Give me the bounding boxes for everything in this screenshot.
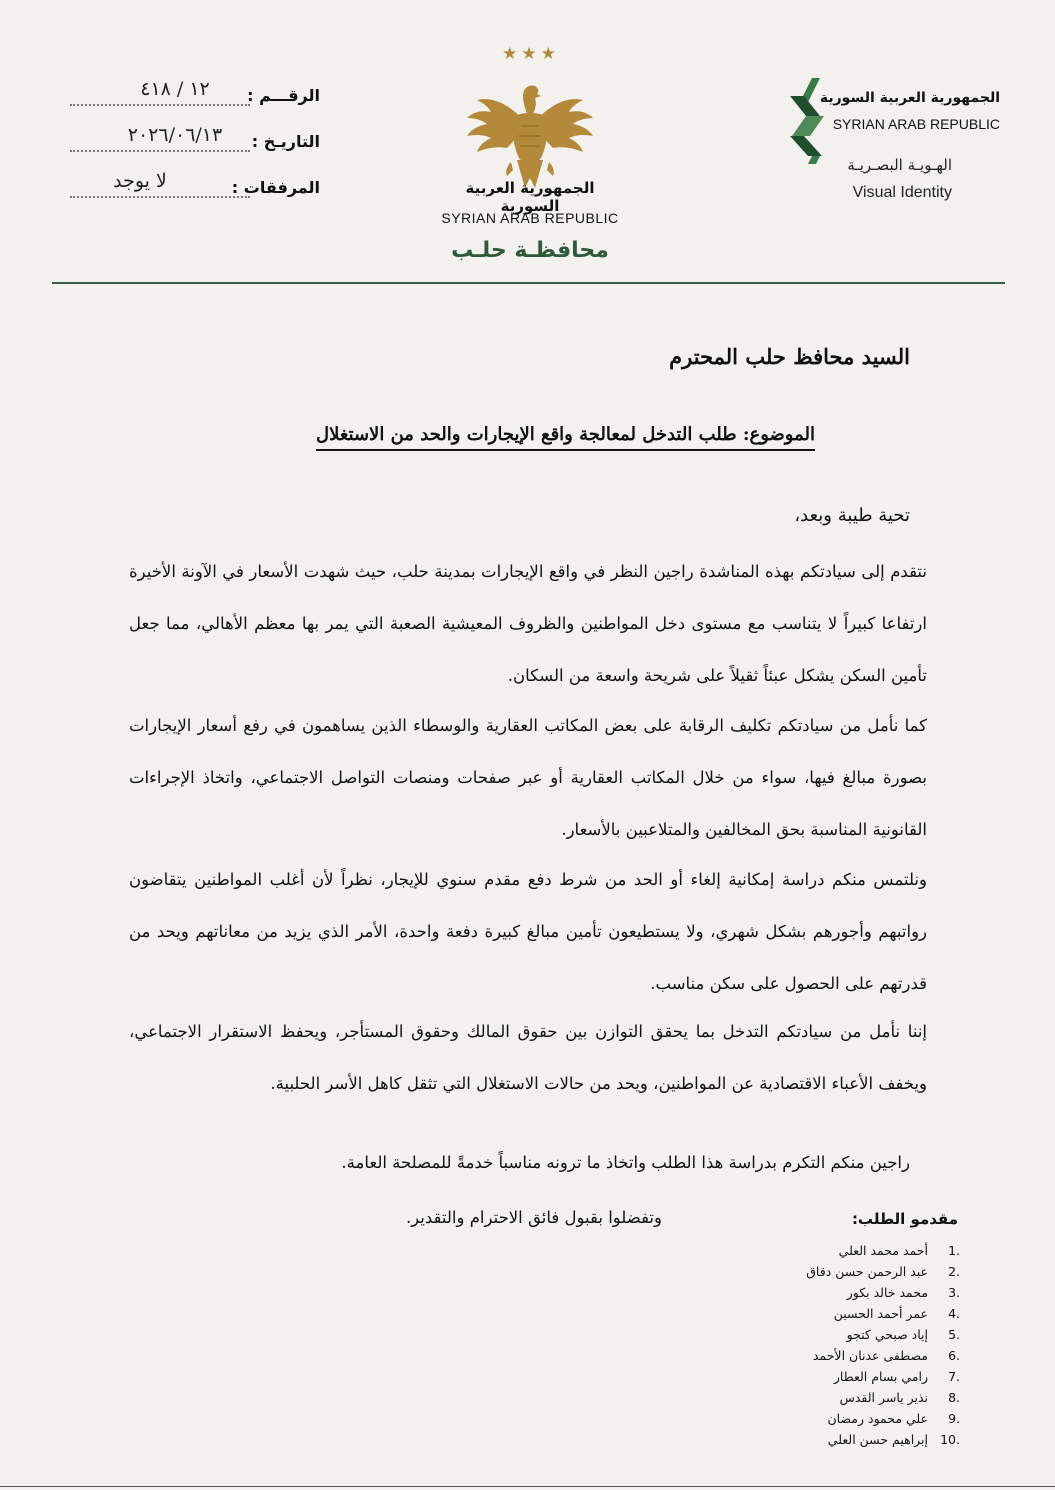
signatory-number: .5 (948, 1327, 960, 1342)
signatory-number: .1 (948, 1243, 960, 1258)
body-paragraph: إننا نأمل من سيادتكم التدخل بما يحقق التوازن بين حقوق المالك وحقوق المستأجر، ويحفظ الاستقرار الاجتماعي، ويخفف الأعباء الاقتصادية عن المواطنين، ويحد من حالات الاستغلال التي تثقل كاهل الأسر الحلبية. (129, 1022, 927, 1093)
greeting: تحية طيبة وبعد، (794, 505, 910, 526)
signatory-number: .10 (940, 1432, 960, 1447)
visual-identity-arabic: الهـويـة البصـريـة (847, 156, 952, 174)
signatory-number: .4 (948, 1306, 960, 1321)
closing-regards: وتفضلوا بقبول فائق الاحترام والتقدير. (405, 1208, 662, 1227)
signatory-item (700, 1366, 960, 1387)
signatory-name: محمد خالد بكور (846, 1285, 929, 1300)
signatory-item (700, 1261, 960, 1282)
dotted-line (70, 104, 250, 106)
signatory-number: .6 (948, 1348, 960, 1363)
dotted-line (70, 150, 250, 152)
body-paragraph: ونلتمس منكم دراسة إمكانية إلغاء أو الحد من شرط دفع مقدم سنوي للإيجار، نظراً لأن أغلب المواطنين يتقاضون رواتبهم وأجورهم بشكل شهري، ولا يستطيعون تأمين مبالغ كبيرة دفعة واحدة، الأمر الذي يزيد من معاناتهم ويحد من قدرتهم على الحصول على سكن مناسب. (129, 870, 927, 993)
signatory-item (700, 1408, 960, 1429)
signatory-item (700, 1303, 960, 1324)
page-bottom-edge (0, 1486, 1055, 1487)
reference-number-value: ١٢ / ٤١٨ (140, 78, 210, 100)
body-paragraph: نتقدم إلى سيادتكم بهذه المناشدة راجين النظر في واقع الإيجارات بمدينة حلب، حيث شهدت الأسعار في الآونة الأخيرة ارتفاعا كبيراً لا يتناسب مع مستوى دخل المواطنين والظروف المعيشية الصعبة التي يمر بها معظم الأهالي، مما جعل تأمين السكن يشكل عبئاً ثقيلاً على شريحة واسعة من السكان. (129, 562, 927, 685)
attachments-label: المرفقات : (231, 178, 320, 197)
signatory-name: أحمد محمد العلي (838, 1243, 929, 1258)
emblem-name-english: SYRIAN ARAB REPUBLIC (441, 210, 619, 226)
signatory-item (700, 1345, 960, 1366)
subject-line: الموضوع: طلب التدخل لمعالجة واقع الإيجارات والحد من الاستغلال (316, 424, 815, 451)
signatory-item (700, 1324, 960, 1345)
body-paragraph: كما نأمل من سيادتكم تكليف الرقابة على بعض المكاتب العقارية والوسطاء الذين يساهمون في رفع أسعار الإيجارات بصورة مبالغ فيها، سواء من خلال المكاتب العقارية أو عبر صفحات ومنصات التواصل الاجتماعي، واتخاذ الإجراءات القانونية المناسبة بحق المخالفين والمتلاعبين بالأسعار. (129, 716, 927, 839)
signatory-name: عمر أحمد الحسين (833, 1306, 929, 1321)
signatory-item (700, 1282, 960, 1303)
date-value: ٢٠٢٦/٠٦/١٣ (127, 124, 223, 146)
signatory-number: .3 (948, 1285, 960, 1300)
brand-name-arabic: الجمهورية العربية السورية (819, 90, 1000, 106)
governorate-title: محافظـة حلـب (451, 238, 609, 263)
addressee: السيد محافظ حلب المحترم (669, 344, 910, 369)
date-row (70, 124, 320, 170)
visual-identity-english: Visual Identity (852, 184, 952, 201)
reference-block (70, 78, 320, 216)
header-divider (52, 282, 1005, 284)
visual-identity-block (780, 72, 1010, 212)
date-label: التاريـخ : (251, 132, 320, 151)
signatory-name: عبد الرحمن حسن دقاق (806, 1264, 929, 1279)
reference-number-label: الرقـــم : (247, 86, 320, 105)
closing-request: راجين منكم التكرم بدراسة هذا الطلب واتخاذ ما ترونه مناسباً خدمةً للمصلحة العامة. (341, 1153, 910, 1172)
signatories-list (700, 1240, 960, 1450)
signatory-number: .7 (948, 1369, 960, 1384)
attachments-row (70, 170, 320, 216)
brand-name-english: SYRIAN ARAB REPUBLIC (832, 116, 1000, 132)
signatory-name: إبراهيم حسن العلي (827, 1432, 929, 1447)
signatory-item (700, 1240, 960, 1261)
signatory-item (700, 1429, 960, 1450)
signatory-name: إياد صبحي كتجو (846, 1327, 929, 1342)
signatory-number: .2 (948, 1264, 960, 1279)
attachments-value: لا يوجد (113, 170, 167, 192)
signatory-item (700, 1387, 960, 1408)
signatory-number: .9 (948, 1411, 960, 1426)
signatory-name: رامي بسام العطار (833, 1369, 929, 1384)
dotted-line (70, 196, 250, 198)
signatories-title: مقدمو الطلب: (851, 1210, 958, 1228)
emblem-name-arabic: الجمهورية العربية السورية (465, 179, 595, 215)
signatory-name: مصطفى عدنان الأحمد (812, 1348, 929, 1363)
signatory-name: نذير ياسر القدس (839, 1390, 929, 1405)
stars-icon: ★ ★ ★ (502, 44, 556, 64)
signatory-number: .8 (948, 1390, 960, 1405)
signatory-name: علي محمود رمضان (827, 1411, 929, 1426)
reference-number-row (70, 78, 320, 124)
